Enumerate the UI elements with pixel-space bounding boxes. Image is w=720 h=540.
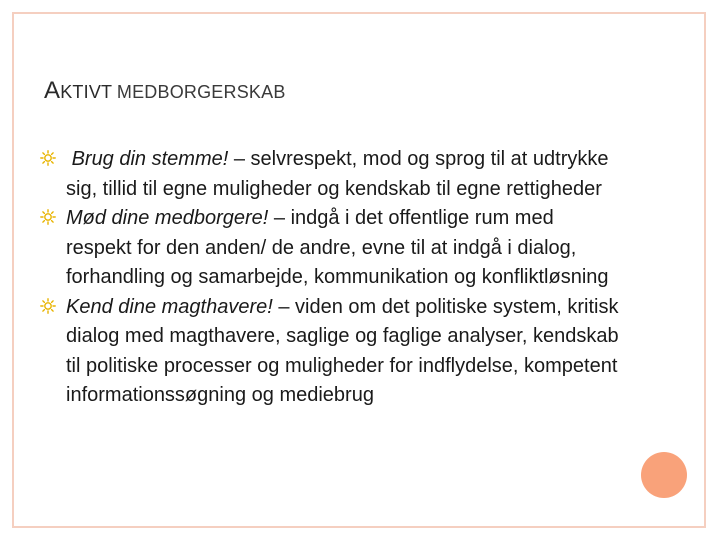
sun-icon xyxy=(40,150,56,166)
bullet-emphasis: Mød dine medborgere! xyxy=(66,207,269,229)
title-first-word-rest: KTIVT xyxy=(60,82,113,102)
slide-title xyxy=(44,77,286,105)
bullet-item xyxy=(40,204,620,293)
bullet-text: – viden om det politiske system, kritisk dialog med magthavere, saglige og faglige analyser, kendskab til politiske processer og muligheder for indflydelse, kompetent informationssøgning og mediebrug xyxy=(66,295,619,406)
title-second-word: MEDBORGERSKAB xyxy=(116,82,286,102)
title-initial: A xyxy=(44,77,61,104)
sun-icon xyxy=(40,209,56,225)
bullet-text: – indgå i det offentlige rum med respekt for den anden/ de andre, evne til at indgå i dialog, forhandling og samarbejde, kommunikation og konfliktløsning xyxy=(66,207,609,288)
bullet-item xyxy=(40,293,620,411)
bullet-emphasis: Brug din stemme! xyxy=(71,148,229,170)
bullet-text: – selvrespekt, mod og sprog til at udtrykke sig, tillid til egne muligheder og kendskab til egne rettigheder xyxy=(66,148,609,200)
bullet-item xyxy=(40,145,620,204)
decorative-circle xyxy=(641,452,687,498)
bullet-emphasis: Kend dine magthavere! xyxy=(66,295,273,318)
bullet-list xyxy=(40,145,620,411)
sun-icon xyxy=(40,298,56,314)
